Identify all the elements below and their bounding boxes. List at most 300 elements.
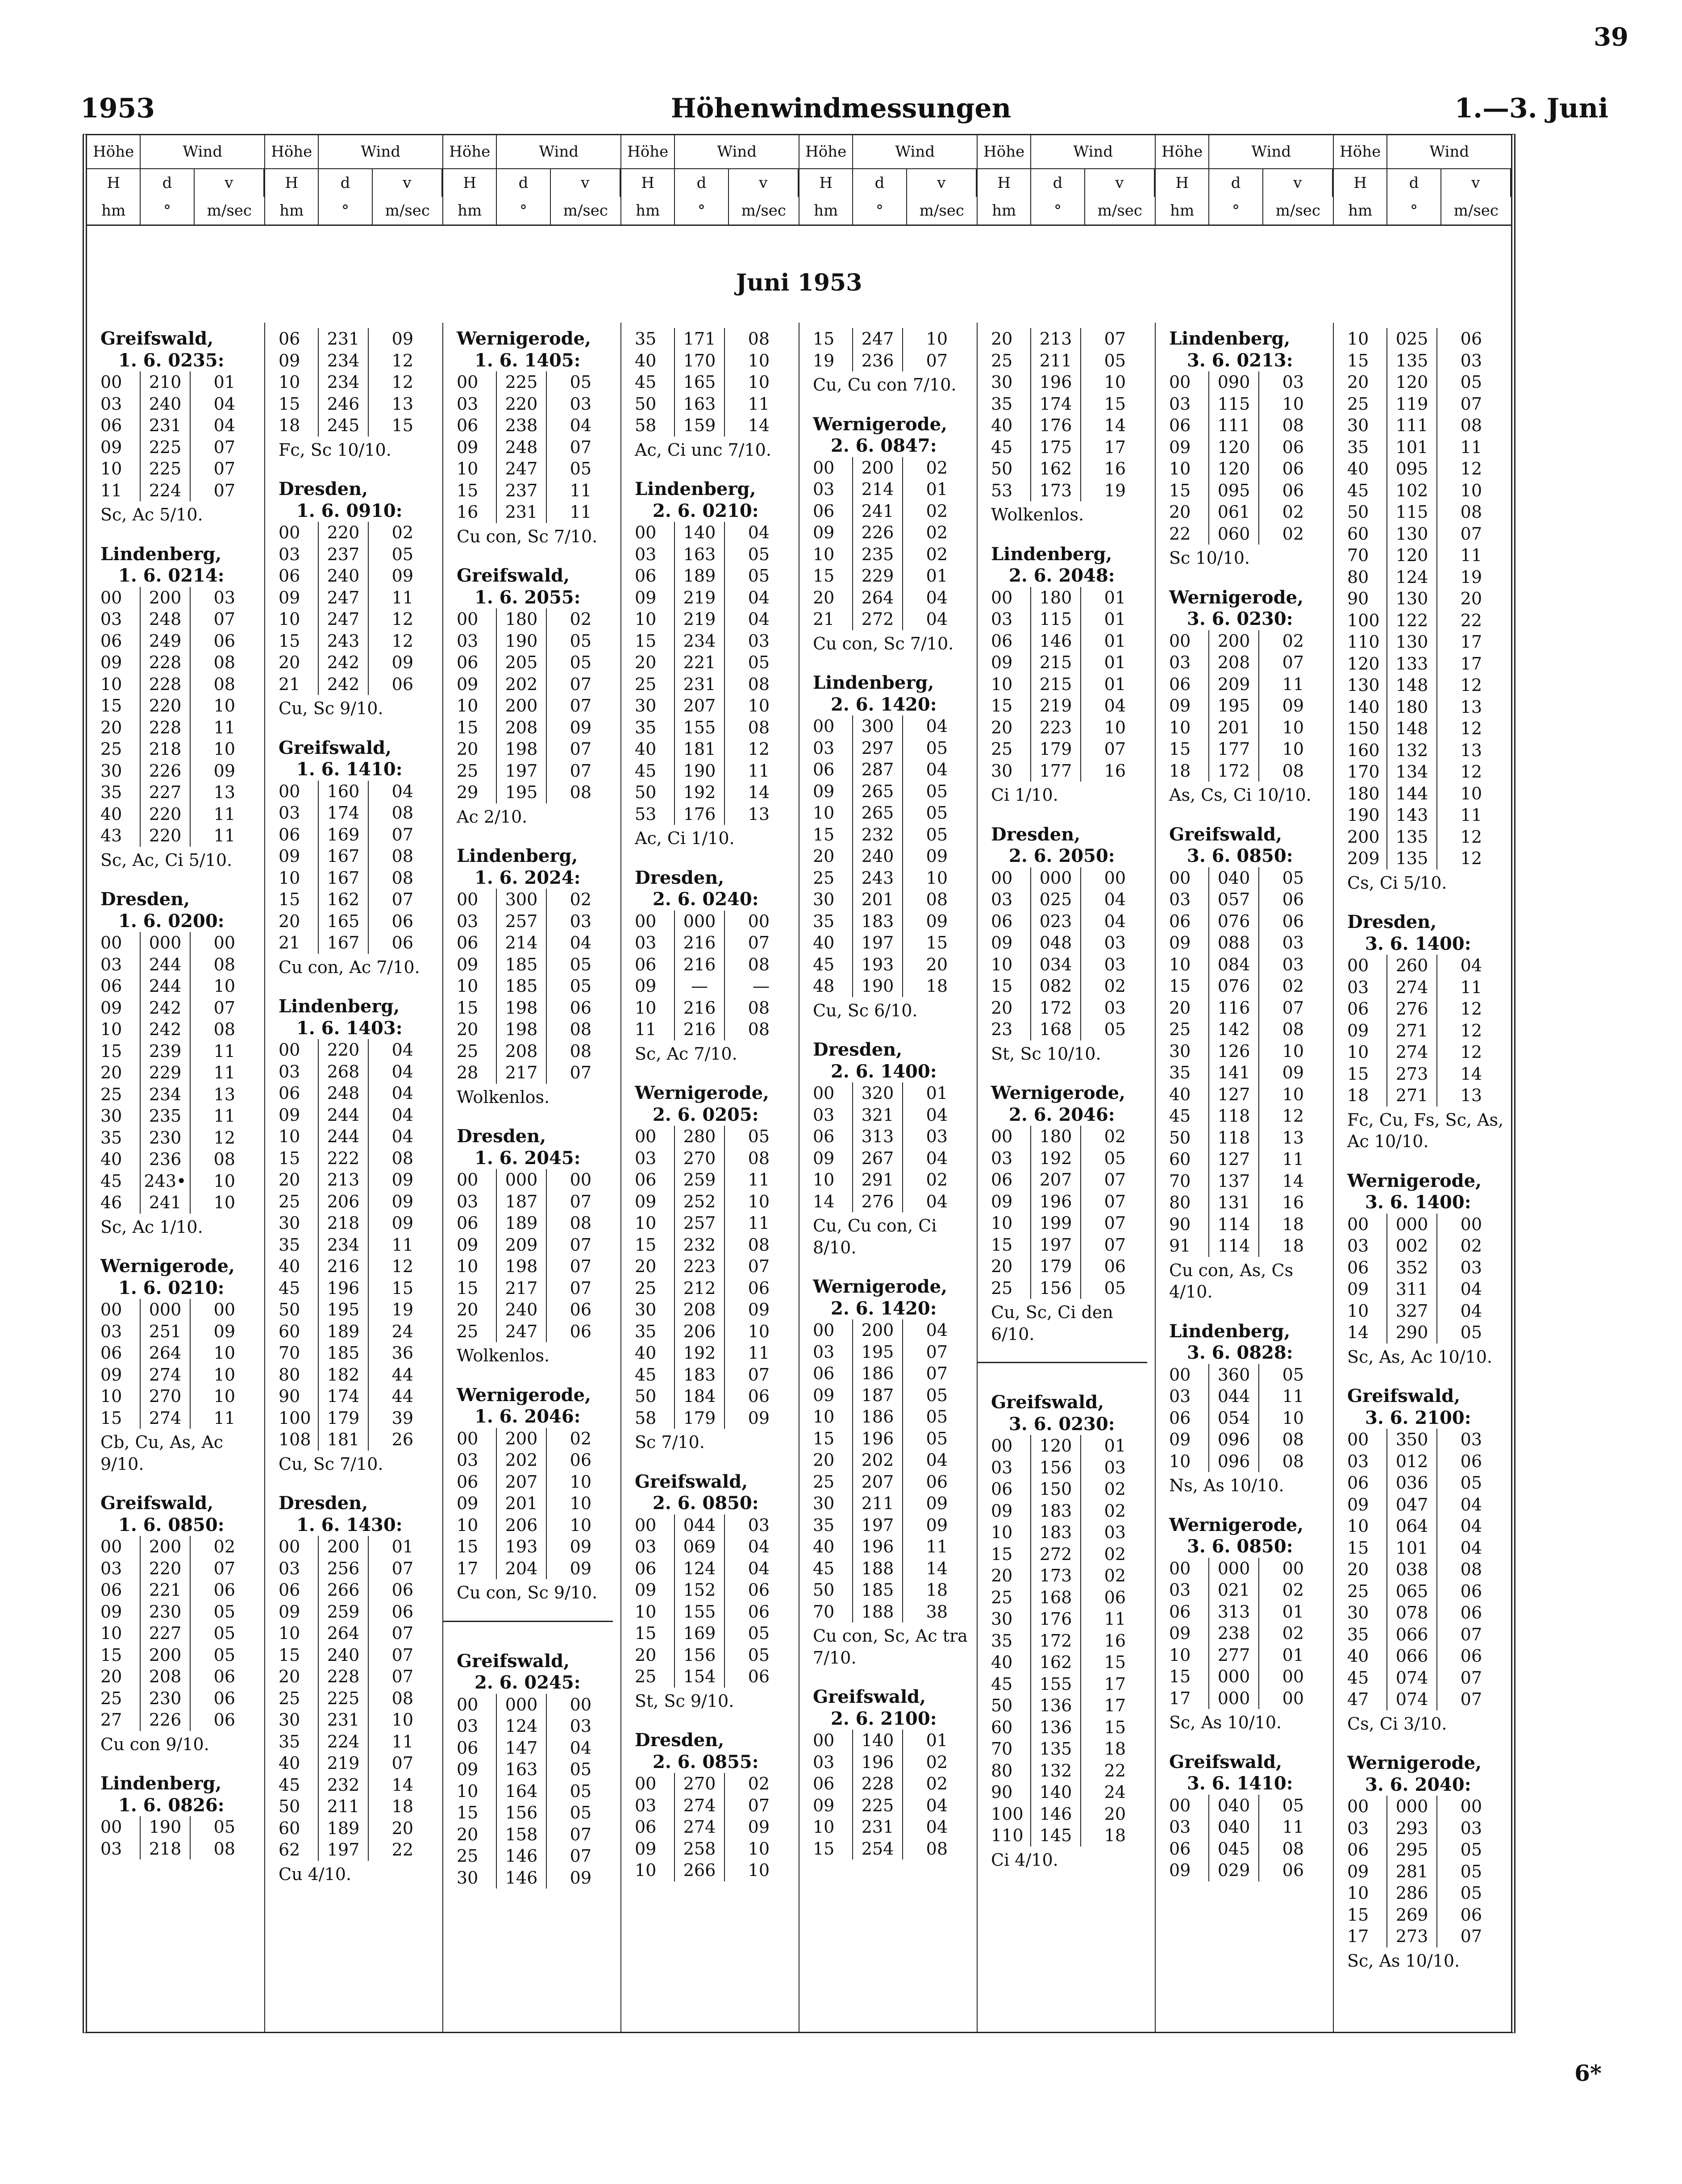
table-row	[457, 1256, 617, 1277]
station-heading	[991, 824, 1151, 867]
speed-value: 05	[1080, 1148, 1129, 1169]
table-row	[635, 674, 795, 695]
table-row	[100, 1105, 261, 1127]
table-row	[1347, 740, 1507, 761]
direction-value: 213	[1030, 328, 1080, 350]
direction-value: 206	[496, 1514, 546, 1536]
height-value: 15	[279, 1148, 300, 1168]
table-row	[991, 630, 1151, 652]
speed-value: 10	[546, 1493, 595, 1514]
table-row	[635, 652, 795, 674]
height-value: 20	[100, 1063, 122, 1082]
direction-value: 202	[852, 1449, 902, 1471]
header-group	[87, 135, 265, 225]
table-row	[813, 759, 973, 781]
height-value: 130	[1347, 675, 1380, 695]
table-row	[635, 1601, 795, 1623]
station-name: Lindenberg,	[279, 996, 400, 1017]
direction-value: 169	[674, 1622, 724, 1644]
table-row	[457, 415, 617, 437]
speed-value: 17	[1080, 1673, 1129, 1695]
height-value: 15	[635, 1235, 657, 1255]
table-row	[279, 1256, 439, 1277]
table-row	[991, 1500, 1151, 1522]
header-d: d	[1031, 169, 1085, 197]
speed-value: 00	[724, 911, 773, 932]
direction-value: 150	[1030, 1478, 1080, 1500]
height-value: 00	[813, 1083, 835, 1103]
height-value: 06	[457, 1738, 479, 1758]
table-row	[813, 802, 973, 824]
table-row	[813, 1191, 973, 1213]
header-unit-deg: °	[497, 197, 550, 225]
direction-value: 200	[1208, 630, 1258, 652]
speed-value: 07	[1258, 652, 1307, 674]
direction-value: 352	[1386, 1257, 1436, 1279]
station-heading	[1169, 1514, 1329, 1558]
height-value: 00	[991, 1436, 1013, 1456]
direction-value: 132	[1386, 740, 1436, 761]
height-value: 200	[1347, 827, 1380, 847]
direction-value: 228	[140, 674, 190, 695]
table-row	[1347, 1515, 1507, 1537]
direction-value: 234	[674, 630, 724, 652]
height-value: 10	[1169, 717, 1191, 737]
station-heading	[813, 1276, 973, 1319]
speed-value: 04	[724, 587, 773, 609]
table-row	[457, 738, 617, 760]
cloud-note: Cu con, Sc 7/10.	[813, 633, 954, 653]
page-number: 39	[1594, 22, 1628, 52]
height-value: 09	[279, 350, 300, 370]
speed-value: 03	[1258, 371, 1307, 393]
header-d: d	[319, 169, 372, 197]
height-value: 03	[991, 1457, 1013, 1477]
table-row	[279, 1364, 439, 1386]
speed-value: 05	[546, 371, 595, 393]
table-row	[991, 1126, 1151, 1148]
table-row	[279, 393, 439, 415]
height-value: 00	[457, 1428, 479, 1448]
height-value: 09	[635, 1580, 657, 1600]
cloud-note: Ac, Ci unc 7/10.	[635, 440, 771, 460]
station-heading	[991, 1082, 1151, 1126]
table-row	[1347, 1063, 1507, 1085]
direction-value: 287	[852, 759, 902, 781]
speed-value: 12	[368, 608, 417, 630]
speed-value: 01	[1080, 630, 1129, 652]
height-value: 10	[813, 1817, 835, 1837]
speed-value: 02	[1258, 630, 1307, 652]
height-value: 15	[991, 976, 1013, 996]
table-row	[635, 1256, 795, 1277]
speed-value: 11	[368, 587, 417, 609]
direction-value: 230	[140, 1601, 190, 1623]
direction-value: 274	[674, 1795, 724, 1817]
direction-value: 220	[318, 522, 368, 544]
direction-value: 247	[852, 328, 902, 350]
table-row	[1347, 998, 1507, 1020]
speed-value: 02	[1258, 523, 1307, 545]
speed-value: 06	[1436, 1581, 1486, 1602]
speed-value: 19	[1436, 566, 1486, 588]
height-value: 00	[813, 458, 835, 478]
header-unit-hm: hm	[799, 197, 853, 225]
height-value: 09	[1347, 1020, 1369, 1040]
height-value: 70	[279, 1343, 300, 1363]
height-value: 10	[279, 609, 300, 629]
speed-value: 07	[724, 1795, 773, 1817]
table-row	[100, 1688, 261, 1710]
height-value: 00	[279, 1537, 300, 1556]
table-row	[457, 932, 617, 954]
speed-value: 12	[1436, 761, 1486, 783]
direction-value: 225	[140, 437, 190, 458]
height-value: 30	[100, 761, 122, 781]
direction-value: 114	[1208, 1235, 1258, 1257]
height-value: 35	[1169, 1063, 1191, 1082]
table-row	[279, 1061, 439, 1083]
speed-value: 08	[724, 717, 773, 739]
table-row	[279, 1839, 439, 1861]
speed-value: 05	[190, 1601, 239, 1623]
cloud-note: Cu con, Sc 7/10.	[457, 526, 598, 546]
station-name: Wernigerode,	[457, 1384, 591, 1406]
table-row	[279, 630, 439, 652]
height-value: 25	[457, 1041, 479, 1061]
header-d: d	[1209, 169, 1263, 197]
table-row	[279, 1644, 439, 1666]
speed-value: 22	[1436, 610, 1486, 632]
table-row	[457, 695, 617, 717]
height-value: 20	[457, 1824, 479, 1844]
table-row	[991, 1478, 1151, 1500]
height-value: 09	[1169, 1860, 1191, 1880]
speed-value: 08	[190, 674, 239, 695]
station-name: Greifswald,	[100, 1493, 214, 1514]
direction-value: 188	[852, 1601, 902, 1623]
speed-value: 09	[368, 1191, 417, 1213]
table-row	[635, 717, 795, 739]
speed-value: 14	[724, 415, 773, 437]
table-row	[635, 1212, 795, 1234]
speed-value: 11	[724, 1342, 773, 1364]
header-H: H	[1334, 169, 1387, 197]
height-value: 46	[100, 1193, 122, 1212]
height-value: 190	[1347, 805, 1380, 825]
speed-value: 11	[1080, 1608, 1129, 1630]
table-row	[991, 1587, 1151, 1609]
speed-value: 08	[902, 1838, 951, 1860]
height-value: 45	[635, 761, 657, 781]
header-H: H	[443, 169, 497, 197]
direction-value: 213	[318, 1169, 368, 1191]
header-unit-deg: °	[1387, 197, 1441, 225]
table-row	[813, 1751, 973, 1773]
station-heading	[279, 478, 439, 522]
table-row	[1169, 1688, 1329, 1710]
height-value: 15	[1169, 480, 1191, 500]
speed-value: 02	[1080, 1565, 1129, 1587]
height-value: 03	[635, 933, 657, 953]
direction-value: 244	[318, 1104, 368, 1126]
height-value: 15	[279, 1645, 300, 1665]
speed-value: 05	[902, 1406, 951, 1428]
direction-value: 241	[140, 1192, 190, 1214]
table-row	[100, 1127, 261, 1149]
direction-value: 145	[1030, 1825, 1080, 1847]
header-group	[443, 135, 621, 225]
speed-value: 05	[724, 652, 773, 674]
speed-value: 14	[1258, 1170, 1307, 1192]
height-value: 09	[813, 1148, 835, 1168]
direction-value: 135	[1386, 350, 1436, 372]
height-value: 15	[1169, 739, 1191, 759]
direction-value: 116	[1208, 997, 1258, 1019]
direction-value: 186	[852, 1363, 902, 1385]
height-value: 40	[279, 1753, 300, 1773]
height-value: 06	[1347, 1257, 1369, 1277]
height-value: 09	[457, 1493, 479, 1513]
height-value: 15	[1347, 350, 1369, 370]
station-datetime: 3. 6. 0828:	[1187, 1342, 1293, 1363]
height-value: 209	[1347, 849, 1380, 868]
table-row	[635, 975, 795, 997]
direction-value: 211	[1030, 350, 1080, 372]
speed-value: 04	[1436, 955, 1486, 977]
speed-value: 39	[368, 1407, 417, 1429]
direction-value: 223	[674, 1256, 724, 1277]
table-row	[635, 544, 795, 566]
height-value: 06	[1169, 1602, 1191, 1622]
height-value: 00	[991, 587, 1013, 607]
height-value: 10	[457, 696, 479, 716]
height-value: 10	[635, 1602, 657, 1622]
speed-value: 05	[546, 1780, 595, 1802]
speed-value: 11	[1436, 437, 1486, 458]
height-value: 10	[457, 976, 479, 996]
station-name: Dresden,	[457, 1126, 546, 1147]
table-row	[279, 1169, 439, 1191]
table-row	[1347, 371, 1507, 393]
table-row	[100, 1084, 261, 1106]
direction-value: 180	[1386, 696, 1436, 718]
direction-value: 290	[1386, 1322, 1436, 1344]
cloud-note: Cs, Ci 3/10.	[1347, 1714, 1447, 1734]
direction-value: 169	[318, 824, 368, 846]
direction-value: 114	[1208, 1214, 1258, 1236]
direction-value: 195	[1208, 695, 1258, 717]
table-row	[279, 1536, 439, 1558]
height-value: 00	[457, 372, 479, 392]
direction-value: 170	[674, 350, 724, 372]
direction-value: 135	[1386, 848, 1436, 869]
direction-value: 069	[674, 1536, 724, 1558]
table-row	[279, 371, 439, 393]
table-row	[457, 1040, 617, 1062]
station-heading	[813, 414, 973, 457]
table-row	[991, 1435, 1151, 1457]
height-value: 25	[635, 674, 657, 694]
header-H: H	[799, 169, 853, 197]
direction-value: 220	[496, 393, 546, 415]
speed-value: 10	[190, 1364, 239, 1386]
height-value: 06	[813, 760, 835, 779]
table-row	[279, 1601, 439, 1623]
height-value: 25	[813, 1472, 835, 1492]
table-row	[1347, 804, 1507, 826]
speed-value: 07	[368, 1644, 417, 1666]
height-value: 21	[813, 609, 835, 629]
height-value: 45	[1347, 480, 1369, 500]
station-name: Lindenberg,	[1169, 328, 1291, 349]
cloud-note: Cu con, Sc 9/10.	[457, 1583, 598, 1602]
height-value: 15	[279, 890, 300, 909]
direction-value: 074	[1386, 1689, 1436, 1710]
direction-value: 274	[674, 1816, 724, 1838]
height-value: 10	[813, 1170, 835, 1190]
speed-value: 11	[190, 1407, 239, 1429]
speed-value: 07	[368, 1666, 417, 1688]
speed-value: 07	[1080, 1234, 1129, 1256]
speed-value: 05	[724, 1126, 773, 1148]
height-value: 25	[100, 739, 122, 759]
speed-value: 12	[1436, 848, 1486, 869]
table-row	[1347, 1300, 1507, 1322]
height-value: 40	[1347, 1646, 1369, 1666]
height-value: 20	[279, 1170, 300, 1190]
table-row	[279, 1688, 439, 1710]
direction-value: 222	[318, 1148, 368, 1169]
table-row	[279, 544, 439, 566]
station-name: Lindenberg,	[991, 543, 1112, 565]
speed-value: 08	[546, 782, 595, 803]
speed-value: 09	[902, 911, 951, 932]
table-row	[279, 1818, 439, 1839]
height-value: 25	[813, 868, 835, 888]
speed-value: 10	[190, 1170, 239, 1192]
speed-value: 07	[546, 1277, 595, 1299]
table-row	[1347, 955, 1507, 977]
height-value: 06	[457, 416, 479, 435]
height-value: 00	[457, 890, 479, 909]
station-datetime: 1. 6. 2046:	[475, 1406, 581, 1427]
direction-value: 248	[140, 608, 190, 630]
direction-value: 185	[318, 1342, 368, 1364]
speed-value: 08	[724, 328, 773, 350]
speed-value: 17	[1080, 437, 1129, 458]
speed-value: 11	[1436, 804, 1486, 826]
direction-value: 148	[1386, 718, 1436, 740]
table-row	[635, 738, 795, 760]
table-row	[1347, 631, 1507, 653]
table-row	[279, 889, 439, 911]
direction-value: 176	[1030, 415, 1080, 437]
station-heading	[457, 565, 617, 608]
speed-value: 05	[368, 544, 417, 566]
table-row	[1169, 1148, 1329, 1170]
height-value: 25	[635, 1667, 657, 1686]
table-row	[813, 1579, 973, 1601]
direction-value: 225	[318, 1688, 368, 1710]
speed-value: 05	[902, 1385, 951, 1406]
cloud-note: Cb, Cu, As, Ac 9/10.	[100, 1432, 224, 1474]
speed-value: 04	[190, 393, 239, 415]
speed-value: 06	[546, 1299, 595, 1321]
height-value: 06	[279, 329, 300, 349]
speed-value: 10	[1258, 738, 1307, 760]
table-row	[813, 565, 973, 587]
speed-value: 07	[190, 480, 239, 502]
speed-value: 02	[1080, 1126, 1129, 1148]
speed-value: 07	[190, 1558, 239, 1580]
speed-value: 06	[368, 1601, 417, 1623]
table-row	[1347, 1839, 1507, 1861]
direction-value: 179	[674, 1407, 724, 1429]
station-datetime: 2. 6. 1420:	[831, 1298, 937, 1319]
table-row	[1347, 437, 1507, 458]
speed-value: 08	[190, 1148, 239, 1170]
height-value: 50	[635, 394, 657, 414]
table-row	[100, 674, 261, 695]
height-value: 45	[813, 954, 835, 974]
station-datetime: 1. 6. 1403:	[296, 1017, 403, 1039]
table-row	[1169, 738, 1329, 760]
table-row	[813, 1730, 973, 1751]
direction-value: 115	[1030, 608, 1080, 630]
direction-value: 122	[1386, 610, 1436, 632]
height-value: 35	[813, 1515, 835, 1535]
table-row	[991, 1760, 1151, 1782]
height-value: 25	[457, 761, 479, 781]
direction-value: 174	[1030, 393, 1080, 415]
speed-value: 09	[368, 1212, 417, 1234]
speed-value: 08	[190, 954, 239, 976]
cloud-note: Fc, Sc 10/10.	[279, 440, 391, 460]
table-row	[635, 1838, 795, 1860]
direction-value: 190	[140, 1816, 190, 1838]
direction-value: 208	[1208, 652, 1258, 674]
station-heading	[100, 1773, 261, 1816]
direction-value: 224	[318, 1731, 368, 1753]
height-value: 10	[279, 868, 300, 888]
height-value: 00	[1169, 372, 1191, 392]
height-value: 00	[813, 1320, 835, 1340]
height-value: 15	[813, 824, 835, 844]
speed-value: 05	[1080, 1019, 1129, 1040]
table-row	[457, 1737, 617, 1759]
height-value: 30	[1347, 1603, 1369, 1622]
table-row	[813, 845, 973, 867]
direction-value: 231	[674, 674, 724, 695]
height-value: 20	[1347, 372, 1369, 392]
table-row	[1347, 1689, 1507, 1710]
table-row	[457, 1493, 617, 1514]
table-row	[100, 1579, 261, 1601]
height-value: 06	[1347, 999, 1369, 1019]
table-row	[1169, 1040, 1329, 1062]
height-value: 09	[1347, 1279, 1369, 1299]
height-value: 06	[635, 1170, 657, 1190]
height-value: 100	[1347, 610, 1380, 630]
speed-value: 09	[190, 1321, 239, 1343]
cloud-note: Fc, Cu, Fs, Sc, As, Ac 10/10.	[1347, 1110, 1504, 1151]
direction-value: 167	[318, 932, 368, 954]
table-row	[100, 760, 261, 782]
direction-value: 205	[496, 652, 546, 674]
height-value: 03	[100, 394, 122, 414]
table-row	[279, 1104, 439, 1126]
